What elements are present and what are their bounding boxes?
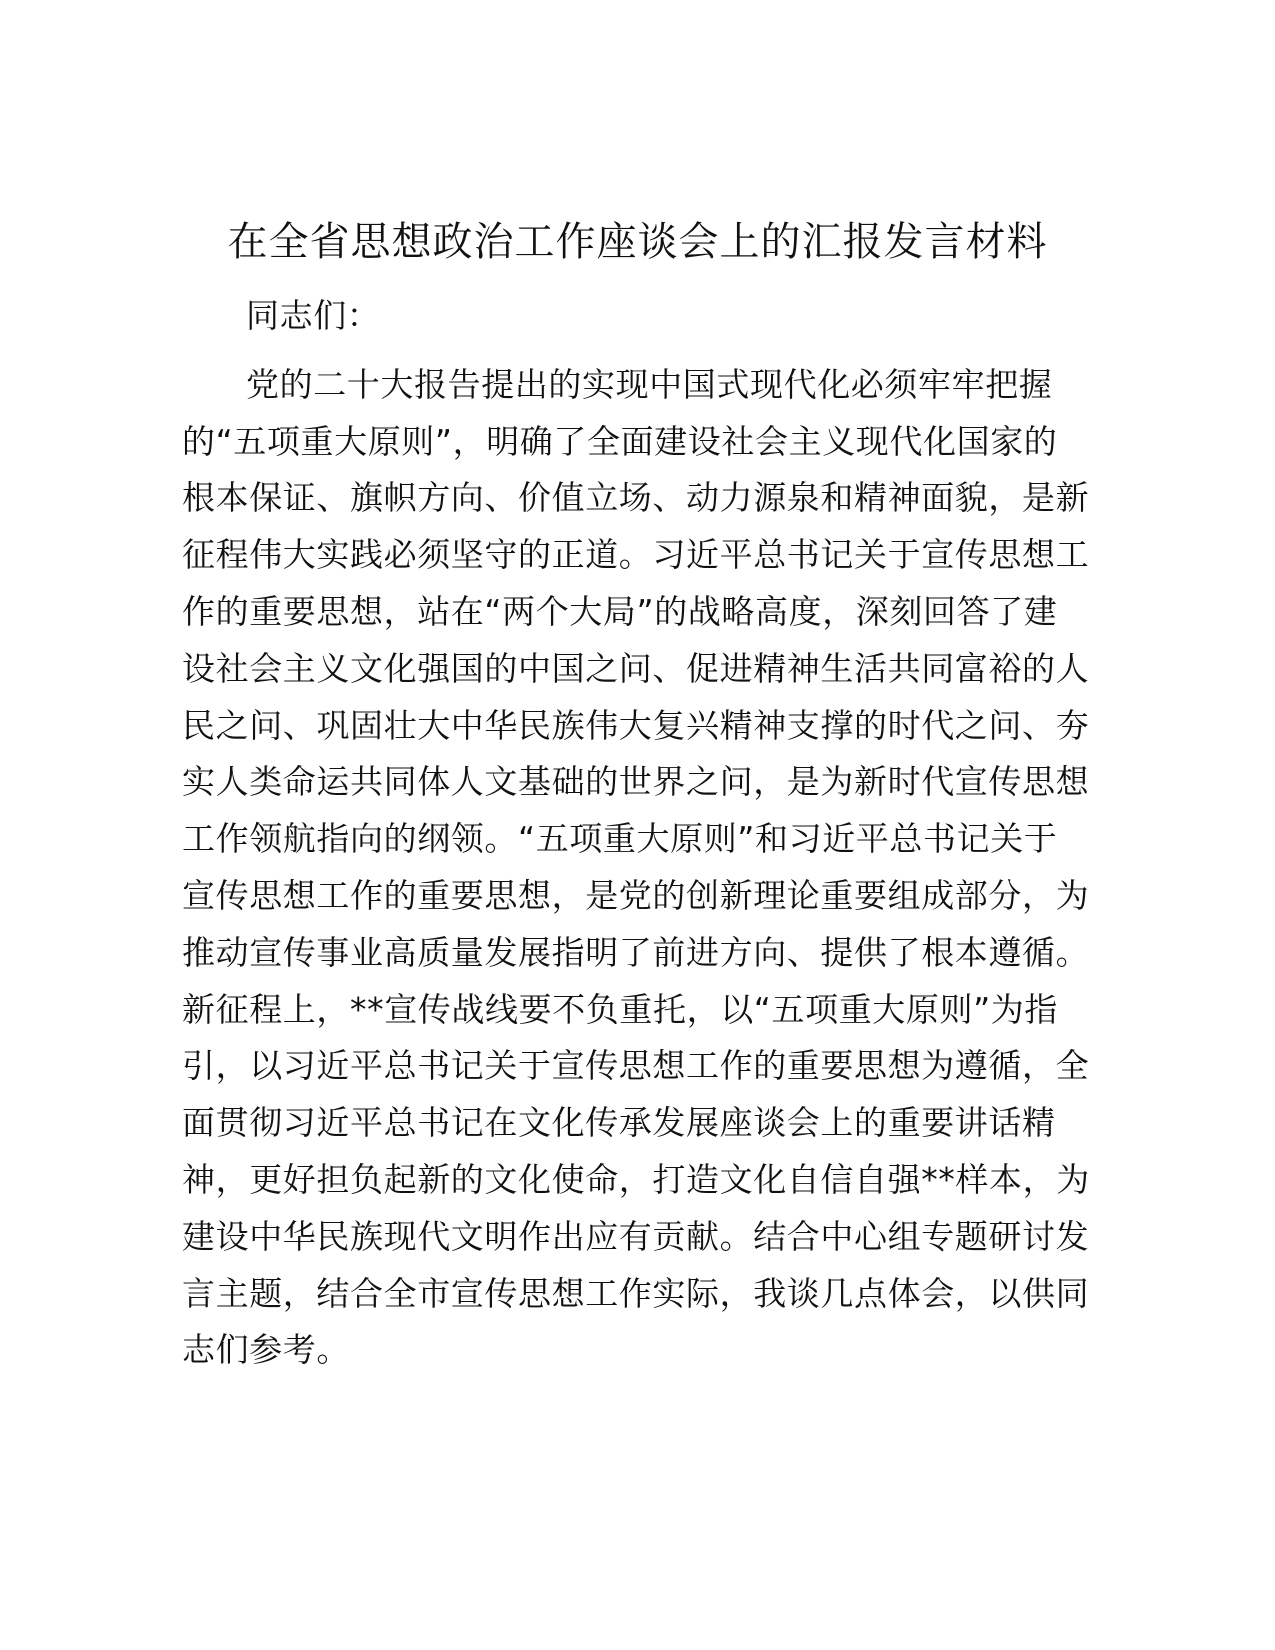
paragraph-line: 的“五项重大原则”，明确了全面建设社会主义现代化国家的 xyxy=(182,421,1058,461)
paragraph-line: 新征程上，**宣传战线要不负重托，以“五项重大原则”为指 xyxy=(182,989,1058,1029)
paragraph-line: 志们参考。 xyxy=(182,1330,350,1370)
paragraph-line: 民之问、巩固壮大中华民族伟大复兴精神支撑的时代之问、夯 xyxy=(182,705,1090,745)
paragraph-spacer xyxy=(182,345,1042,357)
paragraph-line: 党的二十大报告提出的实现中国式现代化必须牢牢把握 xyxy=(246,364,1053,404)
paragraph-line: 征程伟大实践必须坚守的正道。习近平总书记关于宣传思想工 xyxy=(182,535,1090,575)
paragraph-line: 言主题，结合全市宣传思想工作实际，我谈几点体会，以供同 xyxy=(182,1273,1090,1313)
paragraph-line: 设社会主义文化强国的中国之问、促进精神生活共同富裕的人 xyxy=(182,648,1090,688)
paragraph-line: 面贯彻习近平总书记在文化传承发展座谈会上的重要讲话精 xyxy=(182,1103,1056,1143)
paragraph-line: 建设中华民族现代文明作出应有贡献。结合中心组专题研讨发 xyxy=(182,1216,1090,1256)
document-body xyxy=(182,288,1090,1379)
paragraph-line: 根本保证、旗帜方向、价值立场、动力源泉和精神面貌，是新 xyxy=(182,478,1090,518)
paragraph-line: 引，以习近平总书记关于宣传思想工作的重要思想为遵循，全 xyxy=(182,1046,1090,1086)
paragraph-line: 作的重要思想，站在“两个大局”的战略高度，深刻回答了建 xyxy=(182,591,1058,631)
paragraph-line: 推动宣传事业高质量发展指明了前进方向、提供了根本遵循。 xyxy=(182,932,1090,972)
document-title: 在全省思想政治工作座谈会上的汇报发言材料 xyxy=(227,219,1048,265)
paragraph-line: 神，更好担负起新的文化使命，打造文化自信自强**样本，为 xyxy=(182,1159,1090,1199)
paragraph-line: 实人类命运共同体人文基础的世界之问，是为新时代宣传思想 xyxy=(182,762,1090,802)
body-paragraph xyxy=(182,357,1090,1379)
salutation: 同志们： xyxy=(246,296,381,335)
paragraph-line: 宣传思想工作的重要思想，是党的创新理论重要组成部分，为 xyxy=(182,875,1090,915)
paragraph-line: 工作领航指向的纲领。“五项重大原则”和习近平总书记关于 xyxy=(182,819,1058,859)
